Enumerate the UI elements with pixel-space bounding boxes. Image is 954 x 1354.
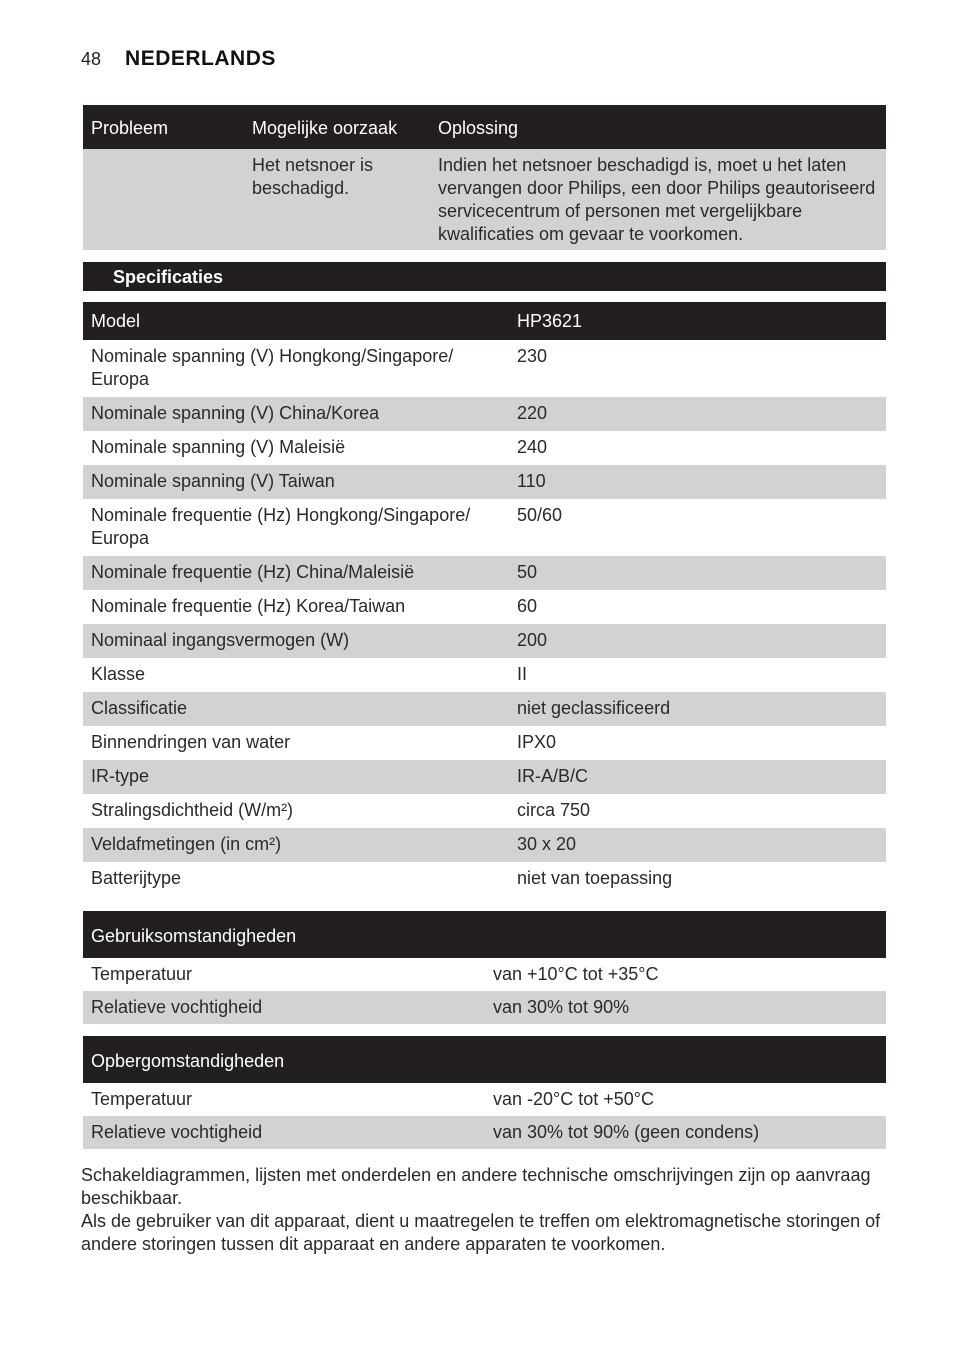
spec-value: 60: [509, 590, 886, 624]
spec-label: Stralingsdichtheid (W/m²): [83, 794, 509, 828]
spec-label: Nominale frequentie (Hz) China/Maleisië: [83, 556, 509, 590]
spec-label: Nominale frequentie (Hz) Korea/Taiwan: [83, 590, 509, 624]
spec-label: Nominale frequentie (Hz) Hongkong/Singapore/ Europa: [83, 499, 509, 556]
specifications-table: [83, 302, 886, 896]
footer-notes: [81, 1164, 881, 1256]
spec-label: Classificatie: [83, 692, 509, 726]
condition-label: Relatieve vochtigheid: [83, 1116, 485, 1149]
spec-header-value: HP3621: [509, 302, 886, 340]
footer-paragraph: Als de gebruiker van dit apparaat, dient u maatregelen te treffen om elektromagnetische storingen of andere storingen tussen dit apparaat en andere apparaten te voorkomen.: [81, 1211, 881, 1254]
solution-cell: Indien het netsnoer beschadigd is, moet u het laten vervangen door Philips, een door Philips geautoriseerd servicecentrum of personen met vergelijkbare kwalificaties om gevaar te voorkomen.: [430, 149, 886, 250]
usage-conditions-title: Gebruiksomstandigheden: [83, 911, 886, 958]
usage-header-row: [83, 911, 886, 958]
troubleshooting-table: [83, 105, 886, 250]
condition-label: Temperatuur: [83, 958, 485, 991]
condition-value: van -20°C tot +50°C: [485, 1083, 886, 1116]
table-row: [83, 828, 886, 862]
table-row: [83, 149, 886, 250]
spec-label: Batterijtype: [83, 862, 509, 896]
spec-value: niet van toepassing: [509, 862, 886, 896]
page-header: [81, 47, 276, 71]
table-row: [83, 794, 886, 828]
column-header-cause: Mogelijke oorzaak: [244, 105, 430, 149]
page-language-title: NEDERLANDS: [125, 47, 276, 70]
spec-label: Klasse: [83, 658, 509, 692]
condition-value: van 30% tot 90% (geen condens): [485, 1116, 886, 1149]
table-row: [83, 726, 886, 760]
section-title-specifications: Specificaties: [83, 262, 886, 291]
column-header-solution: Oplossing: [430, 105, 886, 149]
condition-label: Temperatuur: [83, 1083, 485, 1116]
spec-value: IR-A/B/C: [509, 760, 886, 794]
table-header-row: [83, 105, 886, 149]
spec-value: II: [509, 658, 886, 692]
spec-value: 220: [509, 397, 886, 431]
table-row: [83, 658, 886, 692]
condition-value: van +10°C tot +35°C: [485, 958, 886, 991]
spec-value: 50/60: [509, 499, 886, 556]
table-row: [83, 692, 886, 726]
spec-label: IR-type: [83, 760, 509, 794]
spec-value: 110: [509, 465, 886, 499]
cause-cell: Het netsnoer is beschadigd.: [244, 149, 430, 250]
spec-value: 230: [509, 340, 886, 397]
table-row: [83, 465, 886, 499]
table-row: [83, 760, 886, 794]
spec-value: 200: [509, 624, 886, 658]
column-header-problem: Probleem: [83, 105, 244, 149]
spec-value: 240: [509, 431, 886, 465]
spec-label: Nominale spanning (V) China/Korea: [83, 397, 509, 431]
spec-label: Binnendringen van water: [83, 726, 509, 760]
spec-value: 30 x 20: [509, 828, 886, 862]
spec-label: Nominale spanning (V) Maleisië: [83, 431, 509, 465]
spec-value: IPX0: [509, 726, 886, 760]
storage-conditions-table: [83, 1036, 886, 1149]
table-row: [83, 1116, 886, 1149]
usage-conditions-table: [83, 911, 886, 1024]
table-row: [83, 991, 886, 1024]
page-number: 48: [81, 49, 102, 69]
spec-value: 50: [509, 556, 886, 590]
spec-header-row: [83, 302, 886, 340]
table-row: [83, 397, 886, 431]
table-row: [83, 624, 886, 658]
spec-label: Nominaal ingangsvermogen (W): [83, 624, 509, 658]
condition-value: van 30% tot 90%: [485, 991, 886, 1024]
table-row: [83, 1083, 886, 1116]
spec-label: Nominale spanning (V) Taiwan: [83, 465, 509, 499]
spec-header-label: Model: [83, 302, 509, 340]
storage-header-row: [83, 1036, 886, 1083]
condition-label: Relatieve vochtigheid: [83, 991, 485, 1024]
footer-paragraph: Schakeldiagrammen, lijsten met onderdelen en andere technische omschrijvingen zijn op aanvraag beschikbaar.: [81, 1165, 871, 1208]
spec-label: Veldafmetingen (in cm²): [83, 828, 509, 862]
spec-value: niet geclassificeerd: [509, 692, 886, 726]
table-row: [83, 340, 886, 397]
problem-cell: [83, 149, 244, 250]
table-row: [83, 590, 886, 624]
table-row: [83, 556, 886, 590]
table-row: [83, 958, 886, 991]
table-row: [83, 862, 886, 896]
table-row: [83, 431, 886, 465]
table-row: [83, 499, 886, 556]
storage-conditions-title: Opbergomstandigheden: [83, 1036, 886, 1083]
spec-label: Nominale spanning (V) Hongkong/Singapore/ Europa: [83, 340, 509, 397]
spec-value: circa 750: [509, 794, 886, 828]
